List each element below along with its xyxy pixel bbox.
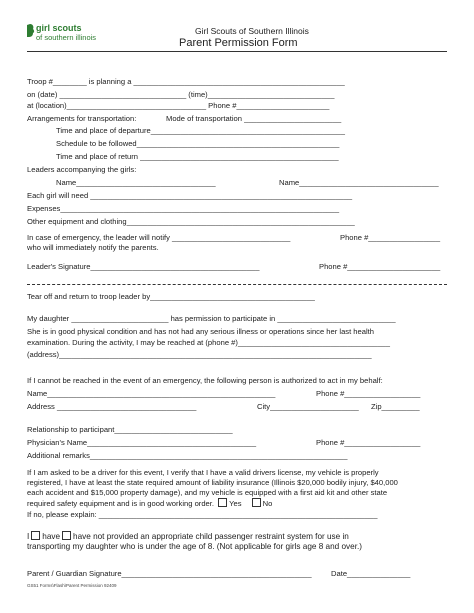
reach-phone-field[interactable]: examination. During the activity, I may be reached at (phone #)____________________________________ — [27, 338, 390, 347]
form-footer: GS51 Forms\Flash\Parent Permission 92409 — [27, 583, 117, 588]
emergency-contact-field[interactable]: In case of emergency, the leader will notify ____________________________ — [27, 233, 291, 242]
yes-checkbox[interactable] — [218, 498, 227, 507]
daughter-permission-field[interactable]: My daughter _______________________ has permission to participate in ____________________________ — [27, 314, 396, 323]
expenses-field[interactable]: Expenses__________________________________________________________________ — [27, 204, 340, 213]
have-not-checkbox[interactable] — [62, 531, 71, 540]
leader-signature-field[interactable]: Leader's Signature________________________________________ — [27, 262, 260, 271]
no-label: No — [262, 499, 273, 508]
driver-statement-3: each accident and $15,000 property damage), and my vehicle is equipped with a first aid kit and other state — [27, 488, 388, 497]
authorized-name-field[interactable]: Name______________________________________________________ — [27, 389, 276, 398]
have-checkbox[interactable] — [31, 531, 40, 540]
date-time-field[interactable]: on (date) ______________________________ (time)______________________________ — [27, 90, 335, 99]
authorized-phone-field[interactable]: Phone #__________________ — [316, 389, 421, 398]
yes-label: Yes — [229, 499, 242, 508]
physician-name-field[interactable]: Physician's Name________________________________________ — [27, 438, 257, 447]
have-label: have — [42, 532, 61, 541]
remarks-field[interactable]: Additional remarks_____________________________________________________________ — [27, 451, 348, 460]
authorized-person-statement: If I cannot be reached in the event of an emergency, the following person is authorized to act in my behalf: — [27, 376, 383, 385]
leader-phone-field[interactable]: Phone #______________________ — [319, 262, 441, 271]
no-checkbox[interactable] — [252, 498, 261, 507]
each-girl-field[interactable]: Each girl will need ______________________________________________________________ — [27, 191, 353, 200]
explain-field[interactable]: If no, please explain: __________________________________________________________________ — [27, 510, 378, 519]
authorized-city-field[interactable]: City_____________________ — [257, 402, 359, 411]
page-title: Parent Permission Form — [179, 37, 298, 49]
signature-date-field[interactable]: Date_______________ — [331, 569, 411, 578]
emergency-phone-field[interactable]: Phone #_________________ — [340, 233, 441, 242]
logo-text: girl scouts — [36, 23, 82, 33]
authorized-zip-field[interactable]: Zip_________ — [371, 402, 420, 411]
emergency-note: who will immediately notify the parents. — [27, 243, 159, 252]
restraint-text-1: have not provided an appropriate child passenger restraint system for use in — [73, 532, 349, 541]
restraint-statement-2: transporting my daughter who is under the age of 8. (Not applicable for girls age 8 and over.) — [27, 542, 362, 551]
arrangements-label: Arrangements for transportation: — [27, 114, 137, 123]
driver-statement-1: If I am asked to be a driver for this event, I verify that I have a valid drivers license, my vehicle is properly — [27, 468, 379, 477]
mode-field[interactable]: Mode of transportation _______________________ — [166, 114, 342, 123]
tear-off-deadline-field[interactable]: Tear off and return to troop leader by_______________________________________ — [27, 292, 315, 301]
logo-subtext: of southern illinois — [36, 33, 97, 42]
trefoil-profile-icon — [27, 24, 35, 37]
parent-signature-field[interactable]: Parent / Guardian Signature_____________________________________________ — [27, 569, 312, 578]
leader-name-field-2[interactable]: Name_________________________________ — [279, 178, 439, 187]
leader-name-field-1[interactable]: Name_________________________________ — [56, 178, 216, 187]
location-field[interactable]: at (location)_________________________________ Phone #______________________ — [27, 101, 330, 110]
physician-phone-field[interactable]: Phone #__________________ — [316, 438, 421, 447]
i-label: I — [27, 532, 30, 541]
schedule-field[interactable]: Schedule to be followed________________________________________________ — [56, 139, 340, 148]
reach-address-field[interactable]: (address)__________________________________________________________________________ — [27, 350, 372, 359]
authorized-address-field[interactable]: Address _________________________________ — [27, 402, 197, 411]
equipment-field[interactable]: Other equipment and clothing______________________________________________________ — [27, 217, 355, 226]
tear-off-line — [27, 284, 447, 285]
relationship-field[interactable]: Relationship to participant____________________________ — [27, 425, 233, 434]
leaders-label: Leaders accompanying the girls: — [27, 165, 137, 174]
health-statement: She is in good physical condition and has not had any serious illness or operations since her last health — [27, 327, 374, 336]
restraint-statement-1 — [27, 531, 349, 542]
header-rule — [27, 51, 447, 52]
departure-field[interactable]: Time and place of departure______________________________________________ — [56, 126, 345, 135]
driver-statement-2: registered, I have at least the state required amount of liability insurance (Illinois $20,000 bodily injury, $40,000 — [27, 478, 398, 487]
troop-field[interactable]: Troop #________ is planning a __________________________________________________ — [27, 77, 345, 86]
organization-name: Girl Scouts of Southern Illinois — [195, 26, 309, 36]
driver-statement-4-text: required safety equipment and is in good working order. — [27, 499, 215, 508]
return-field[interactable]: Time and place of return _______________________________________________ — [56, 152, 339, 161]
driver-statement-4 — [27, 498, 272, 509]
